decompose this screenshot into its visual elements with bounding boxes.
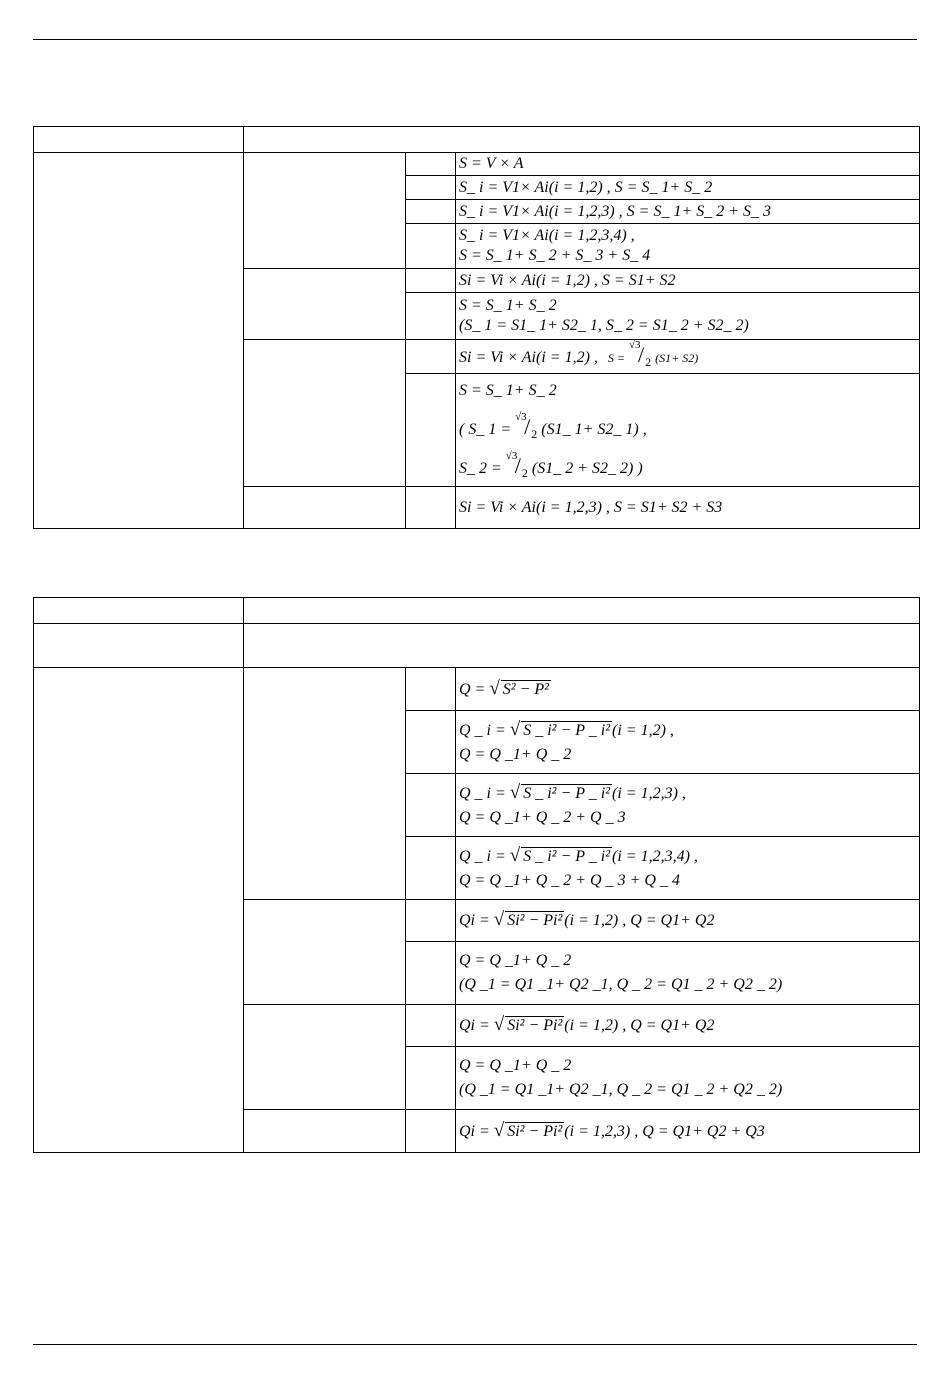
fraction: √3 $/_2$: [629, 345, 651, 368]
formula: Si² − Pi²: [507, 912, 563, 929]
numerator: √3: [505, 450, 518, 462]
type-cell: [406, 711, 456, 774]
formula: Si² − Pi²: [507, 1017, 563, 1034]
header-cell: [244, 598, 920, 624]
formula: (i = 1,2,3,4) ,: [612, 847, 698, 865]
formula: Q = Q _1+ Q _ 2: [459, 952, 572, 969]
formula-cell: [456, 293, 920, 340]
formula-cell: [456, 668, 920, 711]
formula: S = S_ 1+ S_ 2: [459, 382, 557, 399]
formula-cell: [456, 942, 920, 1005]
formula-cell: [456, 224, 920, 269]
formula-cell: [456, 1110, 920, 1153]
footer-rule: [33, 1344, 917, 1345]
formula-cell: [456, 340, 920, 374]
type-cell: [406, 487, 456, 529]
formula: Q = Q _1+ Q _ 2 + Q _ 3: [459, 808, 626, 826]
formula: S_ i = V1× Ai(i = 1,2) , S = S_ 1+ S_ 2: [459, 178, 713, 196]
formula: (i = 1,2,3) , Q = Q1+ Q2 + Q3: [564, 1122, 765, 1140]
table-header-row: [34, 127, 920, 153]
radical-sign: √: [509, 718, 521, 740]
type-cell: [406, 774, 456, 837]
formula: S = S_ 1+ S_ 2 + S_ 3 + S_ 4: [459, 247, 651, 264]
group-cell: [244, 1110, 406, 1153]
type-cell: [406, 837, 456, 900]
formula: S_ 2 =: [459, 460, 502, 477]
formula: S = S_ 1+ S_ 2: [459, 297, 557, 314]
formula: Si = Vi × Ai(i = 1,2) ,: [459, 349, 598, 366]
group-cell: [244, 900, 406, 1005]
formula: Q = Q _1+ Q _ 2: [459, 745, 572, 763]
group-cell: [244, 340, 406, 487]
radical-sign: √: [489, 677, 500, 699]
numerator: √3: [515, 411, 527, 423]
formula: Q _ i =: [459, 721, 506, 739]
type-cell: [406, 1005, 456, 1047]
formula-cell: [456, 176, 920, 200]
radical-sign: √: [493, 909, 505, 930]
type-cell: [406, 1110, 456, 1153]
formula: Q _ i =: [459, 784, 506, 802]
fraction: √3 $/_2$: [515, 414, 537, 443]
header-cell: [244, 127, 920, 153]
radical-sign: √: [509, 781, 521, 803]
formula: Si² − Pi²: [507, 1122, 563, 1140]
formula: S = V × A: [459, 155, 524, 172]
formula: (Q _1 = Q1 _1+ Q2 _1, Q _ 2 = Q1 _ 2 + Q2 _ 2): [459, 1081, 783, 1098]
table-row: [34, 624, 920, 668]
formula: S_ i = V1× Ai(i = 1,2,3,4) ,: [459, 227, 635, 244]
formula-cell: [456, 1047, 920, 1110]
reactive-power-table: [33, 597, 920, 1153]
type-cell: [406, 374, 456, 487]
type-cell: [406, 153, 456, 176]
description-cell: [244, 624, 920, 668]
group-cell: [244, 487, 406, 529]
formula-cell: [456, 711, 920, 774]
type-cell: [406, 668, 456, 711]
formula: (i = 1,2) , Q = Q1+ Q2: [564, 1017, 715, 1034]
type-cell: [406, 942, 456, 1005]
formula: (Q _1 = Q1 _1+ Q2 _1, Q _ 2 = Q1 _ 2 + Q2 _ 2): [459, 976, 783, 993]
formula-cell: [456, 774, 920, 837]
formula: Qi =: [459, 912, 490, 929]
formula: (S1_ 2 + S2_ 2) ): [531, 460, 643, 477]
denominator: 2: [645, 355, 652, 369]
type-cell: [406, 1047, 456, 1110]
formula: Qi =: [459, 1122, 490, 1140]
type-cell: [406, 176, 456, 200]
table-row: [34, 153, 920, 176]
formula: ( S_ 1 =: [459, 421, 512, 438]
header-cell: [34, 127, 244, 153]
header-cell: [34, 598, 244, 624]
formula: S_ i = V1× Ai(i = 1,2,3) , S = S_ 1+ S_ 2 + S_ 3: [459, 202, 772, 220]
formula: Q _ i =: [459, 847, 506, 865]
type-cell: [406, 269, 456, 293]
formula: (i = 1,2) , Q = Q1+ Q2: [564, 912, 715, 929]
formula: (i = 1,2) ,: [612, 721, 674, 739]
table-row: [34, 668, 920, 711]
category-cell: [34, 153, 244, 529]
group-cell: [244, 668, 406, 900]
formula: Qi =: [459, 1017, 490, 1034]
denominator: 2: [531, 427, 538, 441]
formula: (S_ 1 = S1_ 1+ S2_ 1, S_ 2 = S1_ 2 + S2_ 2): [459, 317, 749, 334]
formula: S _ i² − P _ i²: [523, 847, 610, 865]
formula-cell: [456, 1005, 920, 1047]
formula: S _ i² − P _ i²: [523, 721, 610, 739]
radical-sign: √: [493, 1014, 505, 1035]
formula-cell: [456, 153, 920, 176]
formula: Q = Q _1+ Q _ 2 + Q _ 3 + Q _ 4: [459, 871, 680, 889]
formula: (i = 1,2,3) ,: [612, 784, 686, 802]
formula-cell: [456, 900, 920, 942]
radical-sign: √: [493, 1119, 505, 1141]
formula: Q = Q _1+ Q _ 2: [459, 1057, 572, 1074]
group-cell: [244, 269, 406, 340]
table-header-row: [34, 598, 920, 624]
type-cell: [406, 900, 456, 942]
header-rule: [33, 39, 917, 40]
formula: S =: [607, 351, 626, 365]
type-cell: [406, 340, 456, 374]
formula: Q =: [459, 680, 486, 698]
apparent-power-table: [33, 126, 920, 529]
group-cell: [244, 153, 406, 269]
formula: (S1+ S2): [655, 351, 699, 365]
formula: (S1_ 1+ S2_ 1) ,: [541, 421, 647, 438]
formula: Si = Vi × Ai(i = 1,2,3) , S = S1+ S2 + S3: [459, 498, 723, 516]
category-cell: [34, 624, 244, 668]
denominator: 2: [521, 466, 528, 480]
group-cell: [244, 1005, 406, 1110]
numerator: √3: [629, 339, 641, 351]
type-cell: [406, 224, 456, 269]
formula: Si = Vi × Ai(i = 1,2) , S = S1+ S2: [459, 271, 676, 289]
formula-cell: [456, 837, 920, 900]
formula: S _ i² − P _ i²: [523, 784, 610, 802]
formula-cell: [456, 487, 920, 529]
category-cell: [34, 668, 244, 1153]
formula: S² − P²: [502, 680, 549, 698]
formula-cell: [456, 374, 920, 487]
type-cell: [406, 293, 456, 340]
formula-cell: [456, 269, 920, 293]
type-cell: [406, 200, 456, 224]
formula-cell: [456, 200, 920, 224]
radical-sign: √: [509, 844, 521, 866]
fraction: √3 $/_2$: [506, 453, 528, 482]
